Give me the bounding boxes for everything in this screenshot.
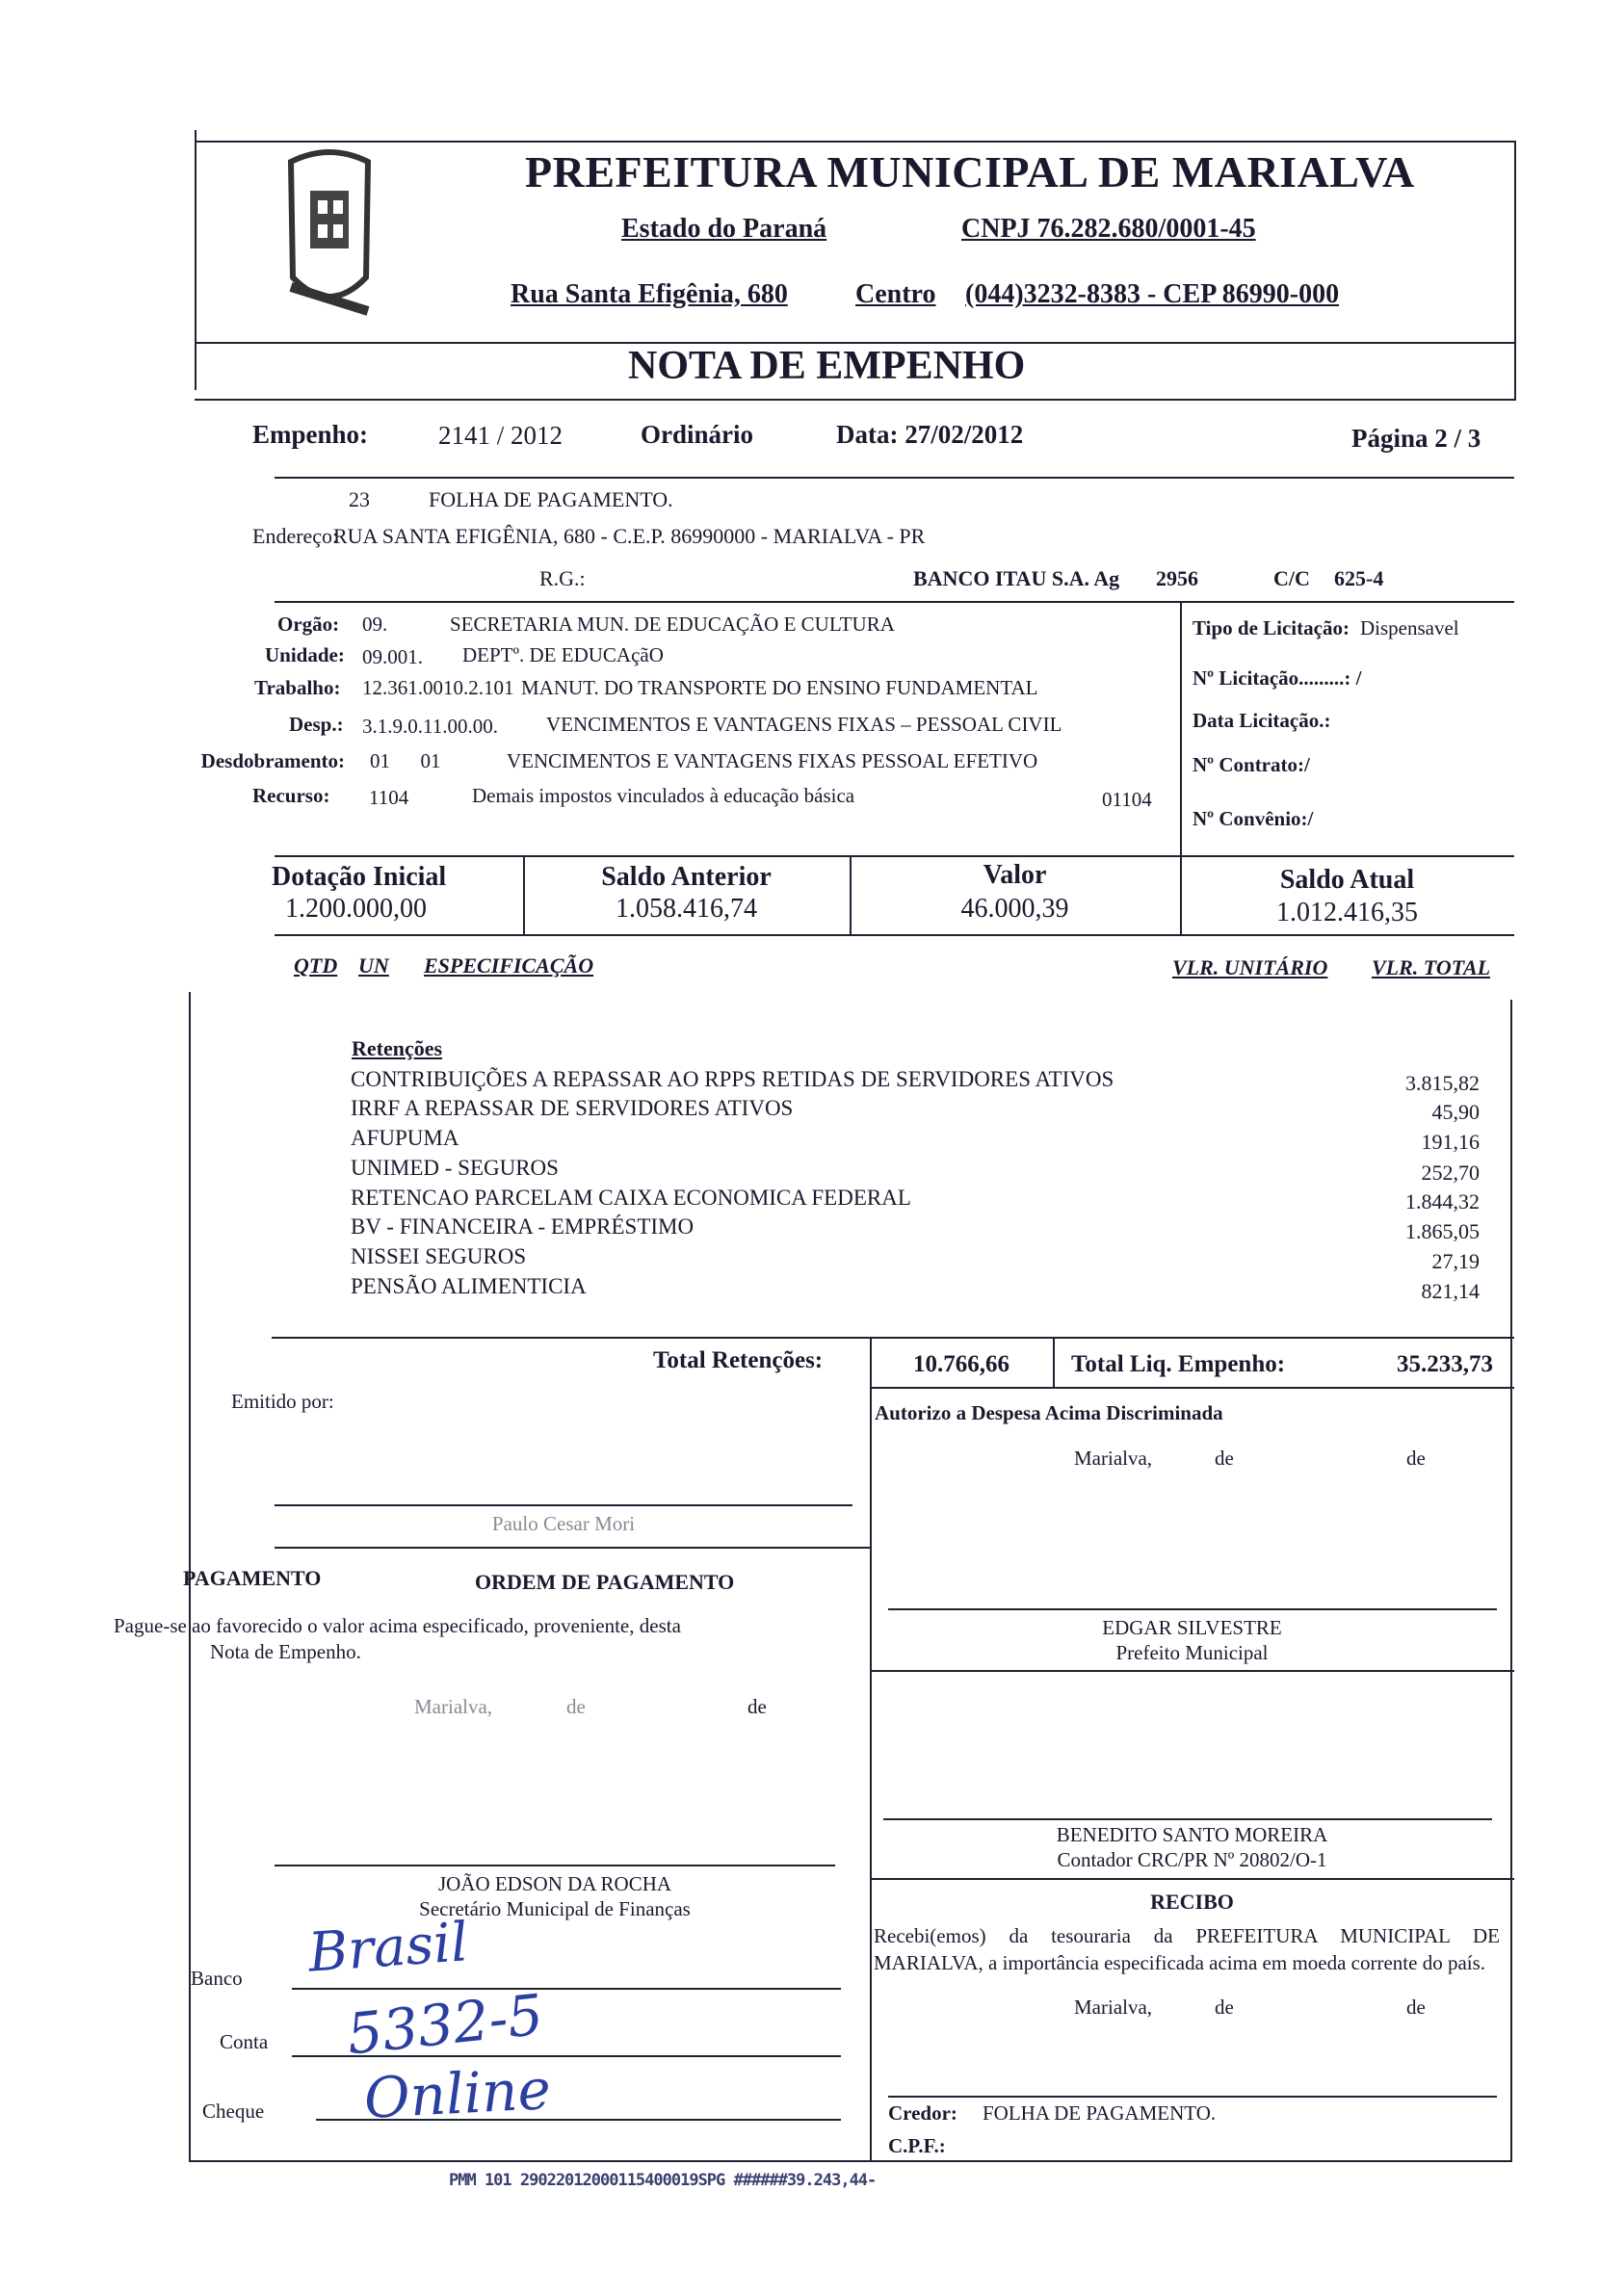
conta-handwriting: 5332-5	[344, 1981, 547, 2068]
phone-cep: (044)3232-8383 - CEP 86990-000	[965, 279, 1340, 309]
retencao-item: BV - FINANCEIRA - EMPRÉSTIMO	[351, 1214, 695, 1239]
licitacao-type-value: Dispensavel	[1360, 616, 1459, 639]
budget-desc: SECRETARIA MUN. DE EDUCAÇÃO E CULTURA	[450, 613, 895, 636]
state-name: Estado do Paraná	[621, 214, 827, 244]
total-retencoes-label: Total Retenções:	[653, 1347, 824, 1373]
budget-desc: DEPTº. DE EDUCAçãO	[462, 643, 664, 666]
secretario-title: Secretário Municipal de Finanças	[419, 1897, 691, 1920]
retencao-value: 1.865,05	[1405, 1219, 1480, 1243]
contador-title: Contador CRC/PR Nº 20802/O-1	[1057, 1848, 1327, 1871]
ordem-pagamento-title: ORDEM DE PAGAMENTO	[475, 1570, 735, 1594]
coat-of-arms-logo	[281, 133, 378, 326]
institution-title: PREFEITURA MUNICIPAL DE MARIALVA	[525, 147, 1415, 196]
creditor-name: FOLHA DE PAGAMENTO.	[429, 487, 673, 511]
retencao-item: UNIMED - SEGUROS	[351, 1156, 559, 1180]
ordem-text-line1: Pague-se ao favorecido o valor acima especificado, proveniente, desta	[114, 1614, 681, 1637]
budget-desc: Demais impostos vinculados à educação básica	[472, 784, 855, 807]
retencao-value: 252,70	[1421, 1161, 1480, 1185]
ordem-de-2: de	[747, 1695, 767, 1718]
prefeito-name: EDGAR SILVESTRE	[1102, 1616, 1282, 1639]
budget-label: Recurso:	[252, 784, 330, 807]
retencao-item: PENSÃO ALIMENTICIA	[351, 1274, 587, 1298]
saldo-anterior-label: Saldo Anterior	[601, 862, 772, 892]
empenho-label: Empenho:	[252, 420, 369, 449]
empenho-type: Ordinário	[641, 420, 754, 449]
vlr-total-header: VLR. TOTAL	[1372, 955, 1491, 979]
total-retencoes-value: 10.766,66	[913, 1351, 1009, 1377]
empenho-number: 2141 / 2012	[438, 421, 564, 450]
cpf-label: C.P.F.:	[888, 2134, 946, 2157]
un-header: UN	[358, 953, 389, 978]
saldo-anterior-value: 1.058.416,74	[616, 894, 757, 924]
cc-number: 625-4	[1334, 566, 1384, 590]
bank-agency: 2956	[1156, 566, 1198, 590]
budget-label: Orgão:	[277, 613, 340, 636]
espec-header: ESPECIFICAÇÃO	[424, 953, 594, 978]
budget-label: Desp.:	[289, 713, 344, 736]
recibo-de-1: de	[1215, 1996, 1234, 2019]
prefeito-title: Prefeito Municipal	[1115, 1641, 1269, 1664]
budget-label: Trabalho:	[254, 676, 341, 699]
budget-desc: VENCIMENTOS E VANTAGENS FIXAS PESSOAL EFETIVO	[507, 749, 1038, 772]
cheque-handwriting: Online	[362, 2055, 553, 2132]
address-label: Endereço:	[252, 524, 339, 548]
vlr-unit-header: VLR. UNITÁRIO	[1172, 955, 1328, 979]
recibo-city: Marialva,	[1074, 1996, 1153, 2019]
budget-code: 12.361.0010.2.101	[362, 676, 514, 699]
recibo-title: RECIBO	[1150, 1890, 1234, 1914]
retencao-item: RETENCAO PARCELAM CAIXA ECONOMICA FEDERAL	[351, 1186, 911, 1210]
bank-name: BANCO ITAU S.A. Ag	[913, 566, 1120, 590]
ordem-text-line2: Nota de Empenho.	[210, 1640, 361, 1663]
retencao-item: CONTRIBUIÇÕES A REPASSAR AO RPPS RETIDAS DE SERVIDORES ATIVOS	[351, 1067, 1114, 1091]
dotacao-inicial-value: 1.200.000,00	[285, 894, 427, 924]
retencao-value: 45,90	[1431, 1100, 1480, 1124]
retencao-value: 1.844,32	[1405, 1189, 1480, 1213]
saldo-atual-label: Saldo Atual	[1279, 865, 1415, 895]
recibo-text: Recebi(emos) da tesouraria da PREFEITURA MUNICIPAL DE MARIALVA, a importância especificada acima em moeda corrente do país.	[874, 1924, 1500, 1974]
creditor-address: RUA SANTA EFIGÊNIA, 680 - C.E.P. 86990000 - MARIALVA - PR	[333, 524, 926, 548]
district: Centro	[855, 279, 936, 309]
valor-value: 46.000,39	[960, 894, 1069, 924]
budget-code: 09.001.	[362, 645, 423, 668]
emitido-label: Emitido por:	[231, 1390, 334, 1413]
convenio-number: Nº Convênio:/	[1193, 807, 1314, 830]
secretario-name: JOÃO EDSON DA ROCHA	[437, 1872, 672, 1895]
banco-handwriting: Brasil	[305, 1911, 470, 1985]
cnpj: CNPJ 76.282.680/0001-45	[961, 214, 1256, 244]
recibo-de-2: de	[1406, 1996, 1426, 2019]
cheque-label: Cheque	[202, 2100, 265, 2123]
creditor-code: 23	[349, 487, 370, 511]
ordem-de-1: de	[566, 1695, 586, 1718]
retencao-item: NISSEI SEGUROS	[351, 1244, 527, 1268]
budget-code: 3.1.9.0.11.00.00.	[362, 715, 498, 738]
contador-name: BENEDITO SANTO MOREIRA	[1056, 1823, 1328, 1846]
conta-label: Conta	[220, 2030, 269, 2053]
document-title: NOTA DE EMPENHO	[628, 344, 1026, 388]
autorizo-city: Marialva,	[1074, 1447, 1153, 1470]
footer-code: PMM 101 29022012000115400019SPG ######39.243,44-	[449, 2171, 877, 2190]
budget-code: 1104	[369, 786, 409, 809]
cc-label: C/C	[1273, 566, 1310, 590]
licitacao-type-label: Tipo de Licitação:	[1193, 616, 1350, 639]
budget-label: Unidade:	[265, 643, 345, 666]
autorizo-de-1: de	[1215, 1447, 1234, 1470]
budget-desc: VENCIMENTOS E VANTAGENS FIXAS – PESSOAL CIVIL	[546, 713, 1062, 736]
autorizo-text: Autorizo a Despesa Acima Discriminada	[875, 1401, 1223, 1424]
address: Rua Santa Efigênia, 680	[511, 279, 788, 309]
retencao-item: IRRF A REPASSAR DE SERVIDORES ATIVOS	[351, 1096, 794, 1120]
page-number: Página 2 / 3	[1351, 424, 1481, 453]
budget-desc: MANUT. DO TRANSPORTE DO ENSINO FUNDAMENTAL	[521, 676, 1038, 699]
retencao-item: AFUPUMA	[351, 1126, 459, 1150]
retencao-value: 821,14	[1421, 1279, 1480, 1303]
total-liquido-label: Total Liq. Empenho:	[1071, 1351, 1286, 1377]
retencao-value: 3.815,82	[1405, 1071, 1480, 1095]
banco-label: Banco	[191, 1967, 243, 1990]
credor-label: Credor:	[888, 2101, 957, 2125]
pagamento-label: PAGAMENTO	[183, 1566, 322, 1590]
licitacao-number: Nº Licitação.........: /	[1193, 666, 1362, 690]
dotacao-inicial-label: Dotação Inicial	[272, 862, 447, 892]
credor-value: FOLHA DE PAGAMENTO.	[983, 2101, 1217, 2125]
retencoes-title: Retenções	[352, 1036, 443, 1060]
valor-label: Valor	[983, 860, 1047, 890]
empenho-date: Data: 27/02/2012	[836, 420, 1024, 449]
licitacao-date: Data Licitação.:	[1193, 709, 1331, 732]
retencao-value: 27,19	[1431, 1249, 1480, 1273]
rg-label: R.G.:	[539, 566, 586, 590]
ordem-city: Marialva,	[414, 1695, 493, 1718]
budget-label: Desdobramento:	[200, 749, 345, 772]
budget-extra-code: 01104	[1102, 788, 1152, 811]
autorizo-de-2: de	[1406, 1447, 1426, 1470]
qtd-header: QTD	[294, 953, 338, 978]
saldo-atual-value: 1.012.416,35	[1276, 898, 1418, 927]
retencao-value: 191,16	[1421, 1130, 1480, 1154]
emitido-name: Paulo Cesar Mori	[491, 1512, 636, 1535]
total-liquido-value: 35.233,73	[1397, 1351, 1493, 1377]
budget-code: 01 01	[370, 749, 441, 772]
contrato-number: Nº Contrato:/	[1193, 753, 1310, 776]
budget-code: 09.	[362, 613, 388, 636]
